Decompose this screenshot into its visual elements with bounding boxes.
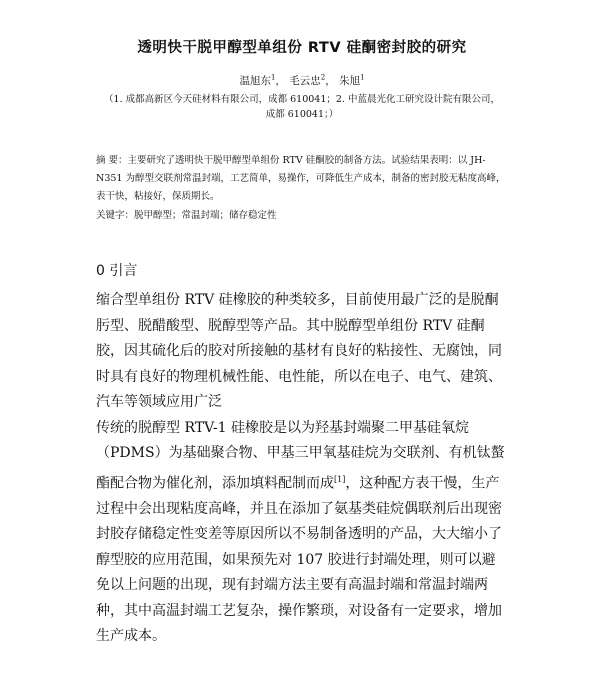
- abstract-text: 主要研究了透明快干脱甲醇型单组份 RTV 硅酮胶的制备方法。试验结果表明：以 JH-N351 为醇型交联剂常温封端，工艺简单，易操作，可降低生产成本，制备的密封胶无粘度高峰，表干快，粘接好，保质期长。: [96, 155, 506, 202]
- body-paragraph-1: 缩合型单组份 RTV 硅橡胶的种类较多，目前使用最广泛的是脱酮肟型、脱醋酸型、脱醇型等产品。其中脱醇型单组份 RTV 硅酮胶，因其硫化后的胶对所接触的基材有良好的粘接性、无腐蚀，同时具有良好的物理机械性能、电性能，所以在电子、电气、建筑、汽车等领域应用广泛: [96, 292, 502, 410]
- affiliations: [96, 92, 508, 122]
- affiliation-line-1: （1. 成都高新区今天硅材料有限公司，成都 610041；2. 中蓝晨光化工研究设计院有限公司，: [104, 94, 500, 105]
- body-paragraph-2: [96, 416, 508, 650]
- paper-title: 透明快干脱甲醇型单组份 RTV 硅酮密封胶的研究: [137, 40, 467, 56]
- author-name: 毛云忠: [289, 75, 321, 87]
- author-affil-mark: 1: [360, 73, 365, 82]
- author-affil-mark: 2: [320, 73, 326, 82]
- paragraph-text: 传统的脱醇型 RTV-1 硅橡胶是以为羟基封端聚二甲基硅氧烷（PDMS）为基础聚合物、甲基三甲氧基硅烷为交联剂、有机钛螯酯配合物为催化剂，添加填料配制而成: [96, 419, 505, 492]
- keywords-label: 关键字：: [96, 210, 135, 221]
- paragraph-text: ，这种配方表干慢，生产过程中会出现粘度高峰，并且在添加了氨基类硅烷偶联剂后出现密封胶存储稳定性变差等原因所以不易制备透明的产品，大大缩小了醇型胶的应用范围，如果预先对 107 胶进行封端处理，则可以避免以上问题的出现，现有封端方法主要有高温封端和常温封端两种，其中高温封端工艺复杂，操作繁琐，对设备有一定要求，增加生产成本。: [96, 475, 502, 645]
- abstract: [96, 152, 508, 206]
- author-list: 温旭东$^1$， 毛云忠$^2$， 朱旭$^1$: [239, 73, 365, 87]
- author-name: 温旭东: [239, 75, 271, 87]
- citation-ref: [1]: [334, 474, 346, 484]
- abstract-label: 摘 要：: [96, 155, 128, 166]
- section-heading: 0 引言: [96, 263, 138, 279]
- keywords-text: 脱甲醇型；常温封端；储存稳定性: [134, 210, 277, 221]
- keywords: [96, 208, 508, 224]
- author-affil-mark: 1: [270, 73, 276, 82]
- author-name: 朱旭: [339, 75, 361, 87]
- affiliation-line-2: 成都 610041；）: [265, 109, 339, 120]
